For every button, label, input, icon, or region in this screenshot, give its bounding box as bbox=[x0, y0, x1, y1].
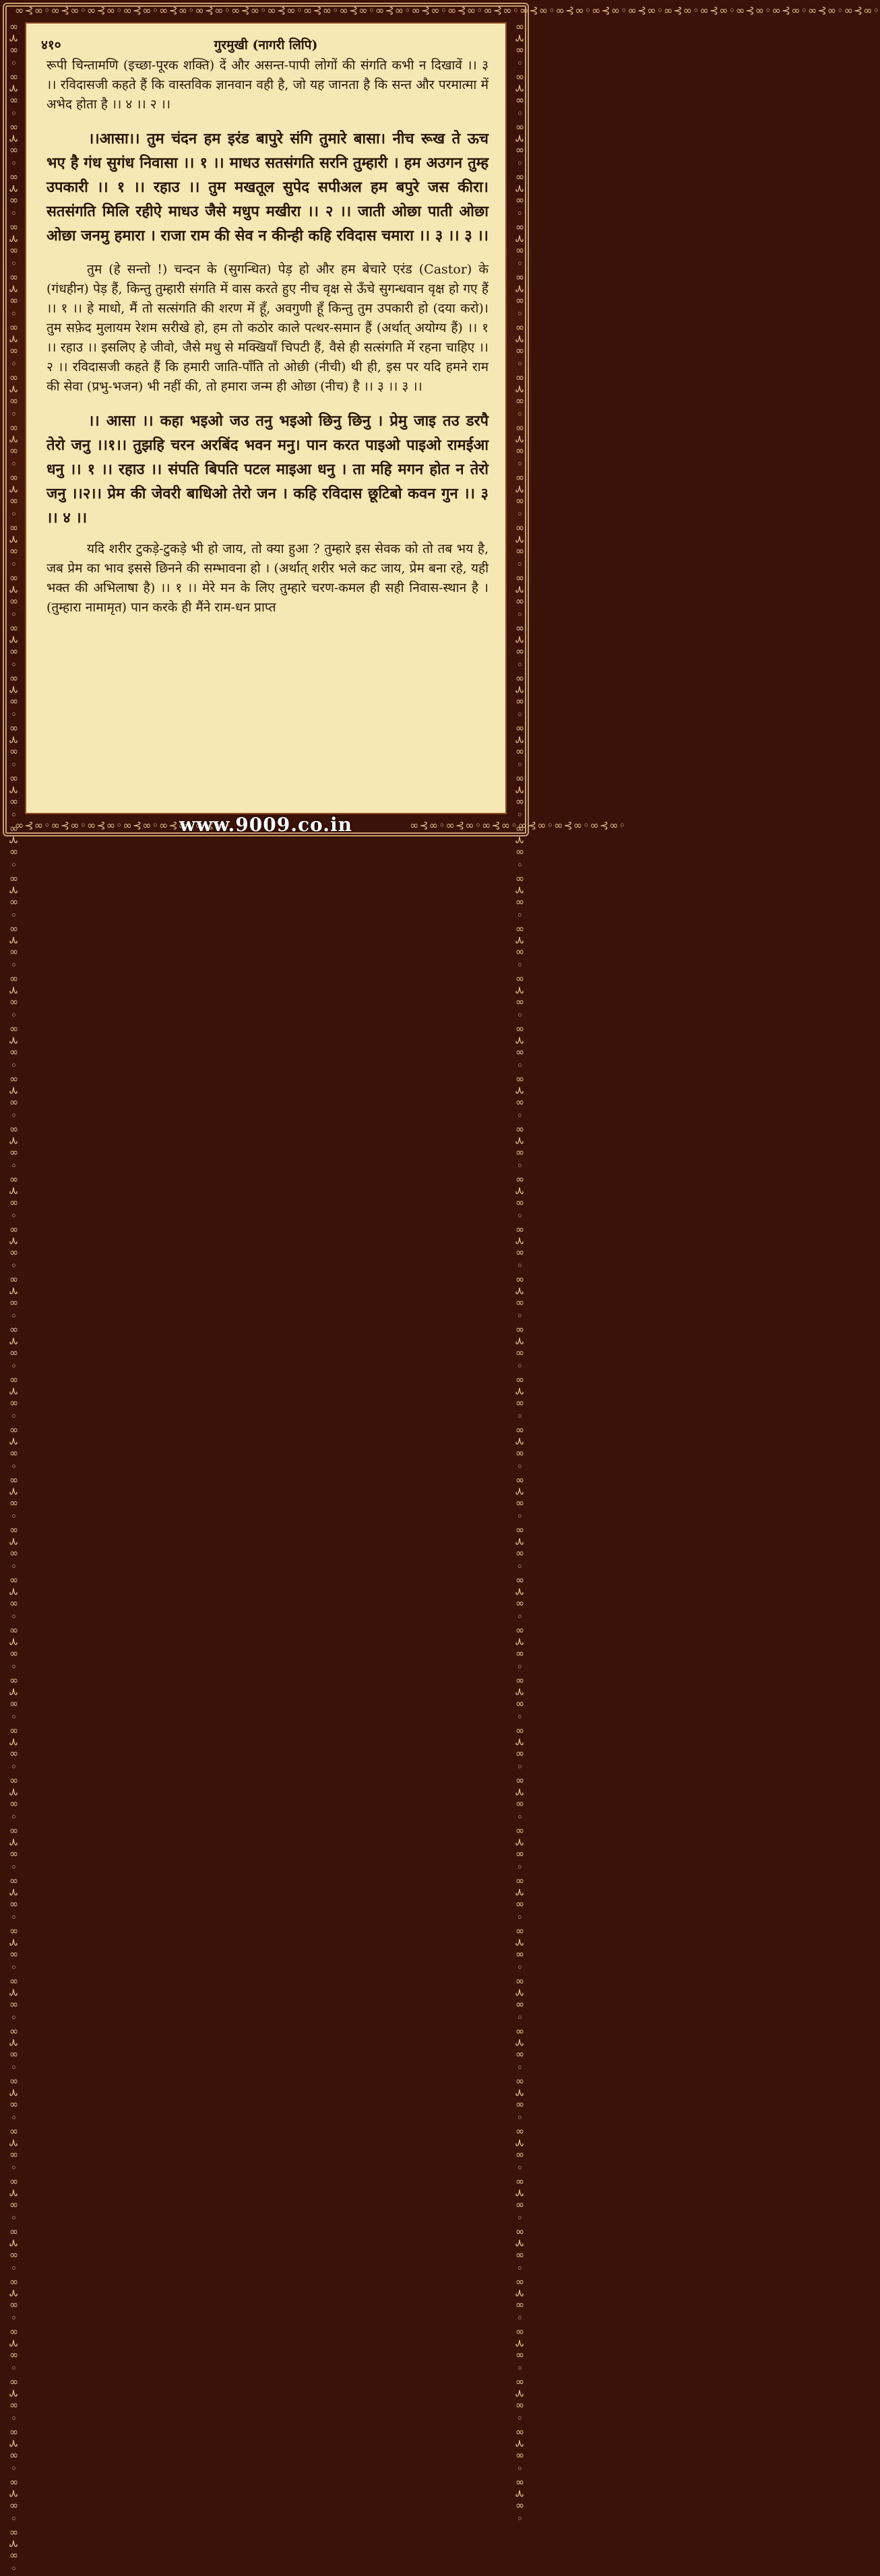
vine-ornament-top: ∞⊰∞◦∞⊰∞◦∞⊰∞◦∞⊰∞◦∞⊰∞◦∞⊰∞◦∞⊰∞◦∞⊰∞◦∞⊰∞◦∞⊰∞◦∞⊰∞◦∞⊰∞◦∞⊰∞◦∞⊰∞◦∞⊰∞◦∞⊰∞◦∞⊰∞◦∞⊰∞◦∞⊰∞◦∞⊰∞◦∞⊰∞◦∞⊰∞◦∞⊰∞◦∞⊰∞◦ bbox=[15, 4, 880, 17]
spacer bbox=[46, 530, 489, 539]
spacer bbox=[46, 114, 489, 127]
spacer bbox=[46, 248, 489, 260]
vine-ornament-bottom-left: ∞⊰∞◦∞⊰∞◦∞⊰∞◦∞⊰∞◦∞⊰∞◦∞⊰∞◦ bbox=[15, 819, 231, 832]
commentary-paragraph-2: तुम (हे सन्तो !) चन्दन के (सुगन्धित) पेड़ हो और हम बेचारे एरंड (Castor) के (गंधहीन) पेड़ हैं, किन्तु तुम्हारी संगति में वास करते हुए नीच वृक्ष से ऊँचे सुगन्धवान वृक्ष हो गए हैं ।। १ ।। हे माधो, मैं तो सत्संगति की शरण में हूँ, अवगुणी हूँ किन्तु तुम उपकारी हो (दया करो)। तुम सफ़ेद मुलायम रेशम सरीखे हो, हम तो कठोर काले पत्थर-समान हैं (अर्थात् अयोग्य हैं) ।। १ ।। रहाउ ।। इसलिए हे जीवो, जैसे मधु से मक्खियाँ चिपटी हैं, वैसे ही सत्संगति में रहना चाहिए ।। २ ।। रविदासजी कहते हैं कि हमारी जाति-पाँति तो ओछी (नीची) थी ही, इस पर यदि हमने राम की सेवा (प्रभु-भजन) भी नहीं की, तो हमारा जन्म ही ओछा (नीच) है ।। ३ ।। ३ ।। bbox=[46, 262, 489, 394]
vine-ornament-left: ∞⊰∞◦∞⊰∞◦∞⊰∞◦∞⊰∞◦∞⊰∞◦∞⊰∞◦∞⊰∞◦∞⊰∞◦∞⊰∞◦∞⊰∞◦∞⊰∞◦∞⊰∞◦∞⊰∞◦∞⊰∞◦∞⊰∞◦∞⊰∞◦∞⊰∞◦∞⊰∞◦∞⊰∞◦∞⊰∞◦∞⊰∞◦∞⊰∞◦∞⊰∞◦∞⊰∞◦∞⊰∞◦∞⊰∞◦∞⊰∞◦∞⊰∞◦∞⊰∞◦∞⊰∞◦∞⊰∞◦∞⊰∞◦∞⊰∞◦∞⊰∞◦∞⊰∞◦∞⊰∞◦∞⊰∞◦∞⊰∞◦∞⊰∞◦∞⊰∞◦∞⊰∞◦∞⊰∞◦∞⊰∞◦∞⊰∞◦∞⊰∞◦∞⊰∞◦∞⊰∞◦∞⊰∞◦∞⊰∞◦∞⊰∞◦∞⊰∞◦ bbox=[7, 20, 20, 2576]
page-content bbox=[46, 56, 489, 618]
spacer bbox=[46, 397, 489, 409]
page-header bbox=[25, 36, 507, 56]
book-page bbox=[25, 22, 507, 814]
commentary-paragraph-3: यदि शरीर टुकड़े-टुकड़े भी हो जाय, तो क्या हुआ ? तुम्हारे इस सेवक को तो तब भय है, जब प्रेम का भाव इससे छिनने की सम्भावना हो । (अर्थात् शरीर भले कट जाय, प्रेम बना रहे, यही भक्त की अभिलाषा है) ।। १ ।। मेरे मन के लिए तुम्हारे चरण-कमल ही सही निवास-स्थान है । (तुम्हारा नामामृत) पान करके ही मैंने राम-धन प्राप्त bbox=[46, 541, 489, 615]
vine-ornament-bottom-right: ∞⊰∞◦∞⊰∞◦∞⊰∞◦∞⊰∞◦∞⊰∞◦∞⊰∞◦ bbox=[410, 819, 626, 832]
verse-asa-2: ।। आसा ।। कहा भइओ जउ तनु भइओ छिनु छिनु । प्रेमु जाइ तउ डरपै तेरो जनु ।।१।। तुझहि चरन अरबिंद भवन मनु। पान करत पाइओ पाइओ रामईआ धनु ।। १ ।। रहाउ ।। संपति बिपति पटल माइआ धनु । ता महि मगन होत न तेरो जनु ।।२।। प्रेम की जेवरी बाधिओ तेरो जन । कहि रविदास छूटिबो कवन गुन ।। ३ ।। ४ ।। bbox=[46, 412, 489, 527]
verse-asa-1: ।।आसा।। तुम चंदन हम इरंड बापुरे संगि तुमारे बासा। नीच रूख ते ऊच भए है गंध सुगंध निवासा ।। १ ।। माधउ सतसंगति सरनि तुम्हारी । हम अउगन तुम्ह उपकारी ।। १ ।। रहाउ ।। तुम मखतूल सुपेद सपीअल हम बपुरे जस कीरा। सतसंगति मिलि रहीऐ माधउ जैसे मधुप मखीरा ।। २ ।। जाती ओछा पाती ओछा ओछा जनमु हमारा । राजा राम की सेव न कीन्ही कहि रविदास चमारा ।। ३ ।। ३ ।। bbox=[46, 130, 489, 244]
commentary-paragraph-1: रूपी चिन्तामणि (इच्छा-पूरक शक्ति) दें और असन्त-पापी लोगों की संगति कभी न दिखावें ।। ३ ।। रविदासजी कहते हैं कि वास्तविक ज्ञानवान वही है, जो यह जानता है कि सन्त और परमात्मा में अभेद होता है ।। ४ ।। २ ।। bbox=[46, 58, 489, 112]
footer-website-url: www.9009.co.in bbox=[179, 814, 352, 836]
running-title: गुरमुखी (नागरी लिपि) bbox=[214, 38, 318, 53]
page-number: ४१० bbox=[41, 38, 61, 53]
vine-ornament-right: ∞⊰∞◦∞⊰∞◦∞⊰∞◦∞⊰∞◦∞⊰∞◦∞⊰∞◦∞⊰∞◦∞⊰∞◦∞⊰∞◦∞⊰∞◦∞⊰∞◦∞⊰∞◦∞⊰∞◦∞⊰∞◦∞⊰∞◦∞⊰∞◦∞⊰∞◦∞⊰∞◦∞⊰∞◦∞⊰∞◦∞⊰∞◦∞⊰∞◦∞⊰∞◦∞⊰∞◦∞⊰∞◦∞⊰∞◦∞⊰∞◦∞⊰∞◦∞⊰∞◦∞⊰∞◦∞⊰∞◦∞⊰∞◦∞⊰∞◦∞⊰∞◦∞⊰∞◦∞⊰∞◦∞⊰∞◦∞⊰∞◦∞⊰∞◦∞⊰∞◦∞⊰∞◦∞⊰∞◦∞⊰∞◦∞⊰∞◦∞⊰∞◦∞⊰∞◦∞⊰∞◦∞⊰∞◦∞⊰∞◦∞⊰∞◦ bbox=[513, 20, 526, 2526]
